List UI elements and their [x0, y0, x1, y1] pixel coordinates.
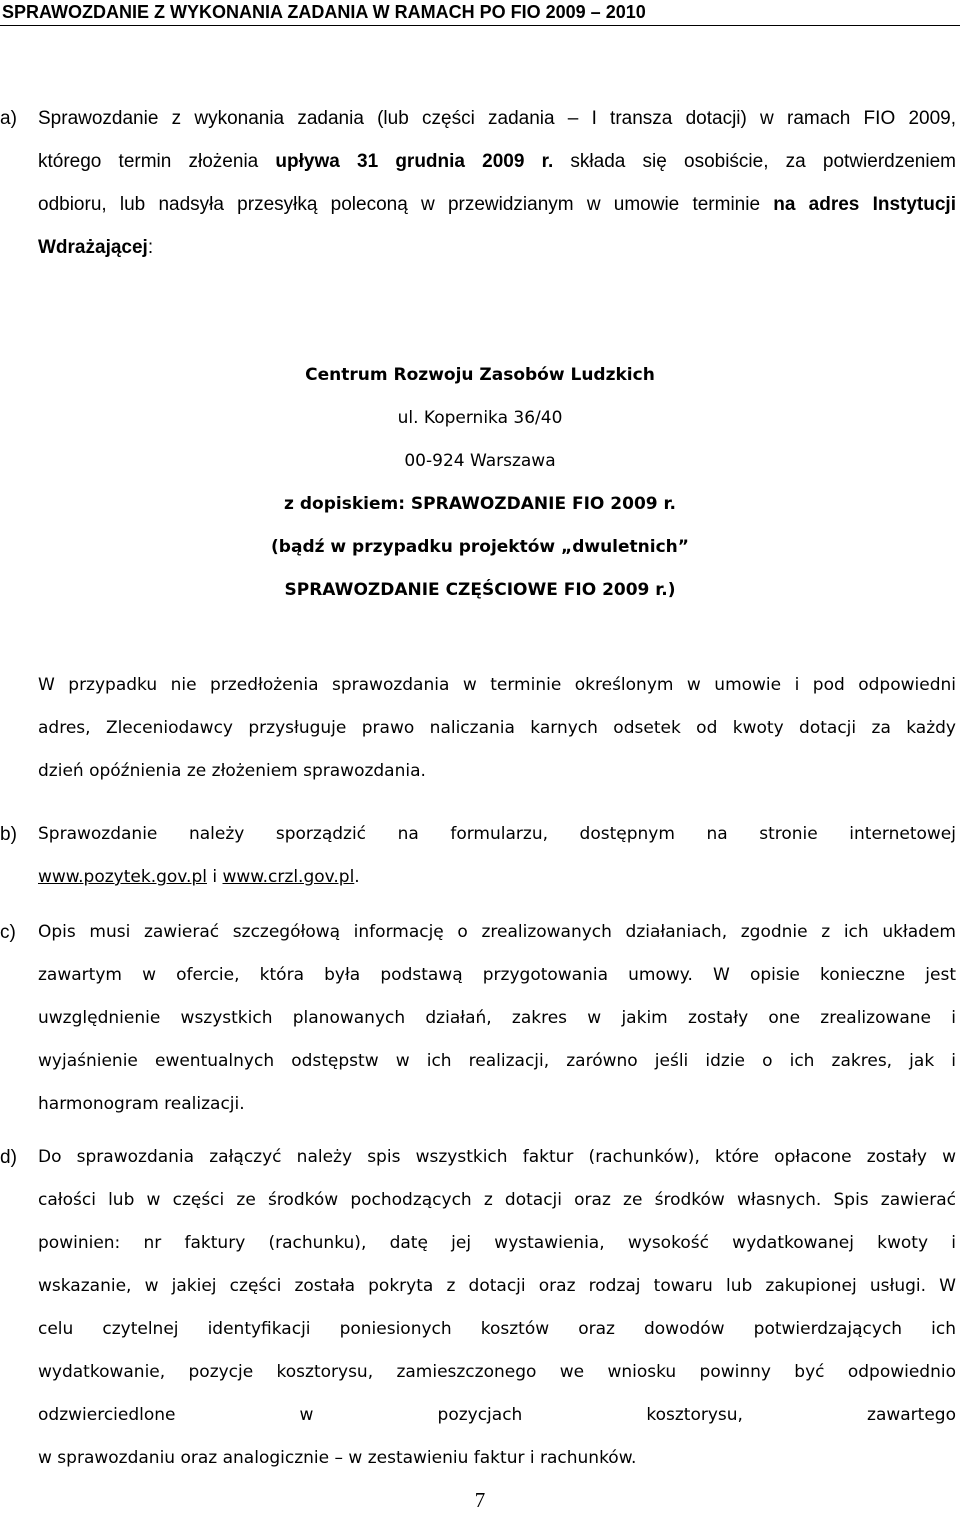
address-annotation-alt: (bądź w przypadku projektów „dwuletnich”	[271, 537, 689, 557]
section-c-line-3: uwzględnienie wszystkich planowanych działań, zakres w jakim zostały one zrealizowane i	[38, 1008, 956, 1028]
address-annotation-partial: SPRAWOZDANIE CZĘŚCIOWE FIO 2009 r.)	[284, 580, 676, 600]
crzl-link[interactable]: www.crzl.gov.pl	[222, 867, 355, 887]
address-city: 00-924 Warszawa	[404, 451, 556, 471]
section-d-line-3: powinien: nr faktury (rachunku), datę jej wystawienia, wysokość wydatkowanej kwoty i	[38, 1233, 956, 1253]
section-b-text	[38, 813, 956, 899]
section-b-line-2: www.pozytek.gov.pl i www.crzl.gov.pl.	[38, 867, 360, 887]
section-c-marker: c)	[0, 922, 16, 943]
header-title: SPRAWOZDANIE Z WYKONANIA ZADANIA W RAMACH PO FIO 2009 – 2010	[2, 2, 646, 22]
section-c-line-5: harmonogram realizacji.	[38, 1094, 245, 1114]
section-b-marker: b)	[0, 824, 17, 845]
section-a-text	[38, 97, 956, 269]
address-institution: Centrum Rozwoju Zasobów Ludzkich	[305, 365, 655, 385]
address-emphasis: na adres Instytucji	[773, 194, 956, 215]
penalty-line-2: adres, Zleceniodawcy przysługuje prawo naliczania karnych odsetek od kwoty dotacji za każdy	[38, 718, 956, 738]
section-d-text	[38, 1136, 956, 1480]
page-number: 7	[474, 1488, 486, 1512]
address-annotation: z dopiskiem: SPRAWOZDANIE FIO 2009 r.	[284, 494, 676, 514]
deadline-emphasis: upływa 31 grudnia 2009 r.	[275, 151, 554, 172]
section-a-marker: a)	[0, 108, 17, 129]
page-header	[0, 0, 960, 25]
section-a-line-1: Sprawozdanie z wykonania zadania (lub części zadania – I transza dotacji) w ramach FIO 2009,	[38, 108, 956, 129]
section-d-marker: d)	[0, 1147, 17, 1168]
section-d-line-2: całości lub w części ze środków pochodzących z dotacji oraz ze środków własnych. Spis zawierać	[38, 1190, 956, 1210]
section-d-line-5: celu czytelnej identyfikacji poniesionych kosztów oraz dowodów potwierdzających ich	[38, 1319, 956, 1339]
pozytek-link[interactable]: www.pozytek.gov.pl	[38, 867, 207, 887]
section-c-line-1: Opis musi zawierać szczegółową informację o zrealizowanych działaniach, zgodnie z ich układem	[38, 922, 956, 942]
penalty-text	[38, 664, 956, 793]
section-d-line-8: w sprawozdaniu oraz analogicznie – w zestawieniu faktur i rachunków.	[38, 1448, 637, 1468]
address-street: ul. Kopernika 36/40	[397, 408, 563, 428]
address-block	[0, 354, 960, 612]
section-d-line-7: odzwierciedlone w pozycjach kosztorysu, zawartego	[38, 1405, 956, 1425]
section-a-line-2: którego termin złożenia upływa 31 grudnia 2009 r. składa się osobiście, za potwierdzeniem	[38, 151, 956, 172]
penalty-line-3: dzień opóźnienia ze złożeniem sprawozdania.	[38, 761, 426, 781]
section-a-line-3: odbioru, lub nadsyła przesyłką poleconą w przewidzianym w umowie terminie na adres Instytucji	[38, 194, 956, 215]
penalty-line-1: W przypadku nie przedłożenia sprawozdania w terminie określonym w umowie i pod odpowiedni	[38, 675, 956, 695]
header-rule	[0, 25, 960, 26]
section-d-line-6: wydatkowanie, pozycje kosztorysu, zamieszczonego we wniosku powinny być odpowiednio	[38, 1362, 956, 1382]
section-d-line-4: wskazanie, w jakiej części została pokryta z dotacji oraz rodzaj towaru lub zakupionej usługi. W	[38, 1276, 956, 1296]
section-d-line-1: Do sprawozdania załączyć należy spis wszystkich faktur (rachunków), które opłacone zostały w	[38, 1147, 956, 1167]
section-c-line-2: zawartym w ofercie, która była podstawą przygotowania umowy. W opisie konieczne jest	[38, 965, 956, 985]
section-c-text	[38, 911, 956, 1126]
section-b-line-1: Sprawozdanie należy sporządzić na formularzu, dostępnym na stronie internetowej	[38, 824, 956, 844]
section-c-line-4: wyjaśnienie ewentualnych odstępstw w ich realizacji, zarówno jeśli idzie o ich zakres, jak i	[38, 1051, 956, 1071]
section-a-line-4: Wdrażającej:	[38, 237, 154, 258]
